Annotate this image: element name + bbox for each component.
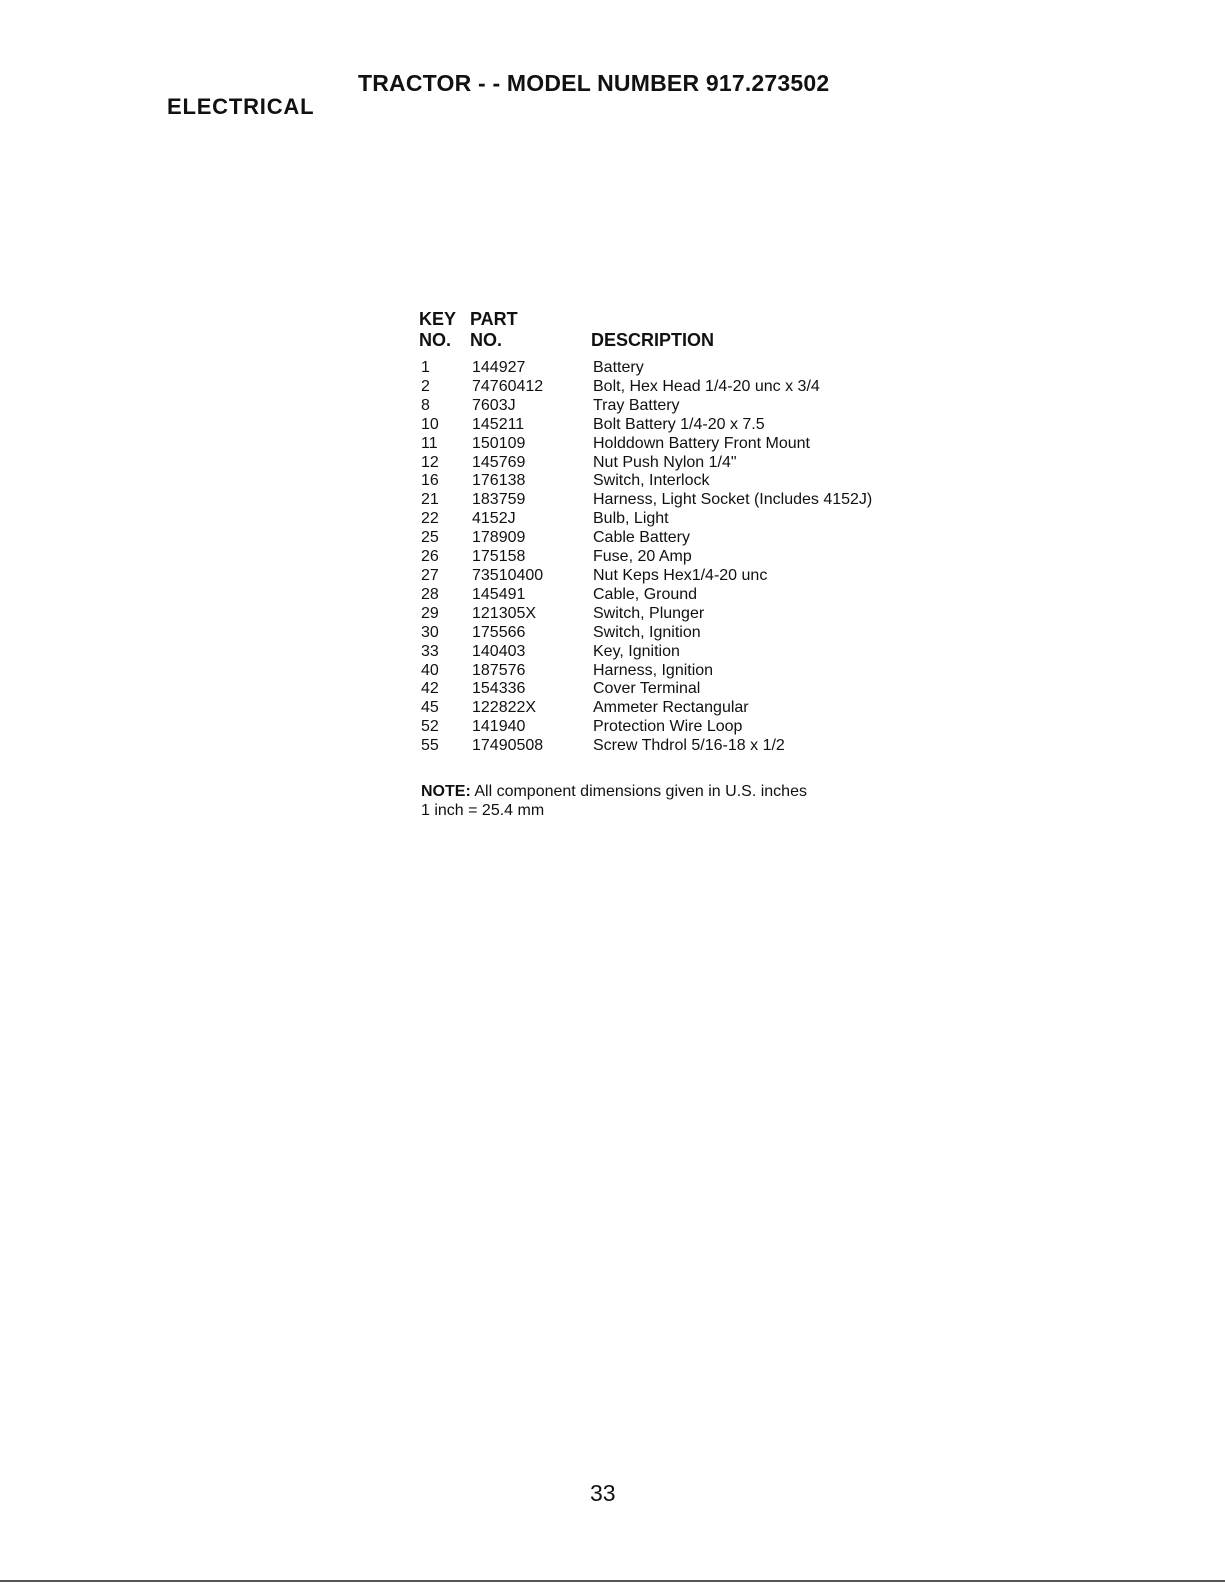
key-number: 12 bbox=[421, 453, 439, 471]
key-number: 16 bbox=[421, 472, 439, 490]
bottom-rule bbox=[0, 1580, 1225, 1582]
part-number: 121305X bbox=[472, 604, 537, 622]
key-number: 30 bbox=[421, 623, 439, 641]
table-row bbox=[421, 529, 872, 548]
part-description: Switch, Interlock bbox=[593, 472, 710, 490]
key-number: 2 bbox=[421, 377, 430, 395]
key-number: 42 bbox=[421, 680, 439, 698]
key-number: 8 bbox=[421, 396, 430, 414]
part-number: 183759 bbox=[472, 491, 526, 509]
part-description: Switch, Ignition bbox=[593, 623, 701, 641]
part-header-line1: PART bbox=[470, 309, 518, 329]
description-header: DESCRIPTION bbox=[591, 330, 715, 350]
note-text: All component dimensions given in U.S. inches bbox=[470, 783, 807, 800]
part-number: 141940 bbox=[472, 718, 526, 736]
part-description: Nut Keps Hex1/4-20 unc bbox=[593, 566, 768, 584]
part-number: 17490508 bbox=[472, 737, 544, 755]
part-number: 145491 bbox=[472, 585, 526, 603]
table-row bbox=[421, 378, 872, 397]
table-row bbox=[421, 491, 872, 510]
part-description: Ammeter Rectangular bbox=[593, 699, 749, 717]
parts-table bbox=[421, 359, 872, 756]
part-description: Switch, Plunger bbox=[593, 604, 705, 622]
part-number: 175566 bbox=[472, 623, 526, 641]
part-description: Nut Push Nylon 1/4" bbox=[593, 453, 737, 471]
note bbox=[421, 782, 807, 820]
part-number: 73510400 bbox=[472, 566, 544, 584]
table-row bbox=[421, 643, 872, 662]
part-description: Harness, Light Socket (Includes 4152J) bbox=[593, 491, 873, 509]
table-row bbox=[421, 567, 872, 586]
table-row bbox=[421, 699, 872, 718]
table-row bbox=[421, 737, 872, 756]
part-number: 178909 bbox=[472, 529, 526, 547]
part-number: 122822X bbox=[472, 699, 537, 717]
section-title: ELECTRICAL bbox=[167, 94, 315, 119]
table-row bbox=[421, 624, 872, 643]
part-description: Tray Battery bbox=[593, 396, 680, 414]
part-description: Bulb, Light bbox=[593, 510, 669, 528]
part-number: 140403 bbox=[472, 642, 526, 660]
part-description: Harness, Ignition bbox=[593, 661, 714, 679]
key-number: 55 bbox=[421, 737, 439, 755]
part-number: 145769 bbox=[472, 453, 526, 471]
part-description: Fuse, 20 Amp bbox=[593, 548, 692, 566]
key-number: 27 bbox=[421, 566, 439, 584]
key-number: 28 bbox=[421, 585, 439, 603]
key-header-line1: KEY bbox=[419, 309, 457, 329]
key-number: 45 bbox=[421, 699, 439, 717]
table-row bbox=[421, 472, 872, 491]
part-description: Screw Thdrol 5/16-18 x 1/2 bbox=[593, 737, 785, 755]
note-label: NOTE: bbox=[421, 783, 471, 800]
key-number: 10 bbox=[421, 415, 439, 433]
part-number: 144927 bbox=[472, 359, 526, 376]
part-number: 74760412 bbox=[472, 377, 544, 395]
key-number: 29 bbox=[421, 604, 439, 622]
table-row bbox=[421, 586, 872, 605]
table-row bbox=[421, 510, 872, 529]
key-number: 11 bbox=[421, 434, 438, 452]
part-description: Protection Wire Loop bbox=[593, 718, 743, 736]
key-number: 1 bbox=[421, 359, 430, 376]
key-header-line2: NO. bbox=[419, 330, 452, 350]
part-number: 7603J bbox=[472, 396, 516, 414]
page-number: 33 bbox=[590, 1480, 616, 1506]
part-header-line2: NO. bbox=[470, 330, 503, 350]
key-number: 26 bbox=[421, 548, 439, 566]
part-number: 4152J bbox=[472, 510, 516, 528]
part-description: Battery bbox=[593, 359, 644, 376]
part-description: Holddown Battery Front Mount bbox=[593, 434, 810, 452]
table-row bbox=[421, 680, 872, 699]
part-description: Cable, Ground bbox=[593, 585, 698, 603]
part-number: 145211 bbox=[472, 415, 525, 433]
part-number: 187576 bbox=[472, 661, 526, 679]
part-description: Cover Terminal bbox=[593, 680, 701, 698]
table-row bbox=[421, 397, 872, 416]
part-description: Bolt, Hex Head 1/4-20 unc x 3/4 bbox=[593, 377, 820, 395]
note-line bbox=[421, 782, 807, 801]
key-number: 40 bbox=[421, 661, 439, 679]
page-title: TRACTOR - - MODEL NUMBER 917.273502 bbox=[358, 70, 830, 96]
table-row bbox=[421, 359, 872, 378]
table-row bbox=[421, 435, 872, 454]
part-description: Key, Ignition bbox=[593, 642, 680, 660]
key-number: 22 bbox=[421, 510, 439, 528]
key-number: 25 bbox=[421, 529, 439, 547]
key-number: 33 bbox=[421, 642, 439, 660]
key-number: 52 bbox=[421, 718, 439, 736]
part-number: 175158 bbox=[472, 548, 526, 566]
table-row bbox=[421, 548, 872, 567]
table-row bbox=[421, 662, 872, 681]
table-row bbox=[421, 454, 872, 473]
part-description: Bolt Battery 1/4-20 x 7.5 bbox=[593, 415, 765, 433]
part-description: Cable Battery bbox=[593, 529, 690, 547]
table-row bbox=[421, 718, 872, 737]
note-conversion: 1 inch = 25.4 mm bbox=[421, 802, 545, 819]
part-number: 154336 bbox=[472, 680, 526, 698]
part-number: 150109 bbox=[472, 434, 526, 452]
parts-table-body bbox=[421, 359, 872, 756]
table-row bbox=[421, 416, 872, 435]
part-number: 176138 bbox=[472, 472, 526, 490]
table-row bbox=[421, 605, 872, 624]
key-number: 21 bbox=[421, 491, 439, 509]
